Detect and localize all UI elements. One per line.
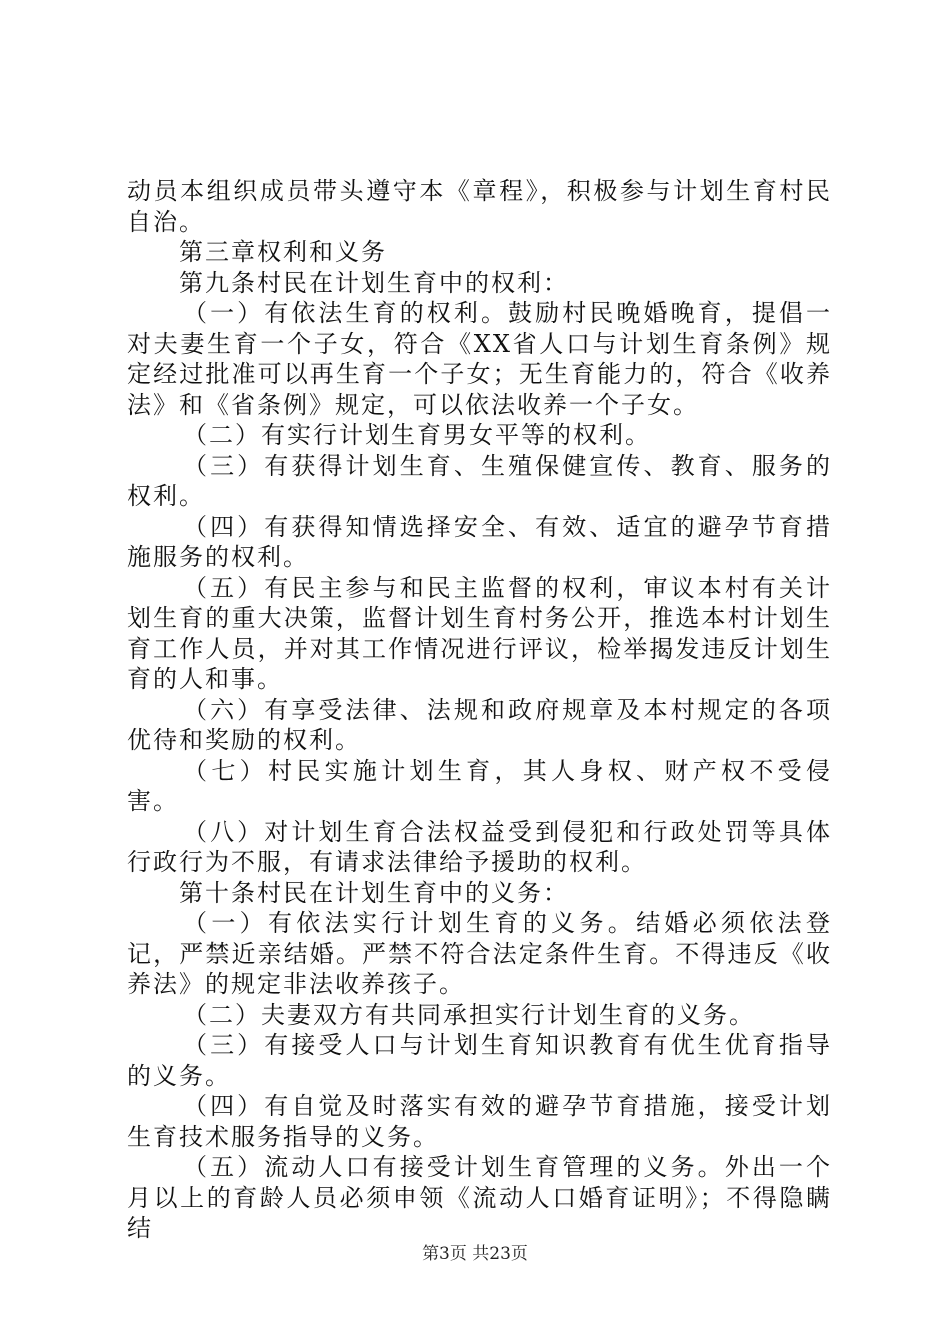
- document-body: [127, 176, 832, 1244]
- article-10-item-4: （四）有自觉及时落实有效的避孕节育措施，接受计划生育技术服务指导的义务。: [127, 1092, 832, 1151]
- article-9-heading: 第九条村民在计划生育中的权利：: [179, 268, 569, 297]
- article-10-item-3: （三）有接受人口与计划生育知识教育有优生优育指导的义务。: [127, 1031, 832, 1090]
- article-9-item-5: （五）有民主参与和民主监督的权利，审议本村有关计划生育的重大决策，监督计划生育村务公开，推选本村计划生育工作人员，并对其工作情况进行评议，检举揭发违反计划生育的人和事。: [127, 573, 832, 693]
- article-9-item-2: （二）有实行计划生育男女平等的权利。: [183, 421, 651, 449]
- article-9-item-8: （八）对计划生育合法权益受到侵犯和行政处罚等具体行政行为不服，有请求法律给予援助的权利。: [127, 817, 832, 876]
- chapter-heading: 第三章权利和义务: [179, 238, 387, 266]
- article-10-heading: 第十条村民在计划生育中的义务：: [179, 878, 569, 907]
- article-10-item-2: （二）夫妻双方有共同承担实行计划生育的义务。: [183, 1000, 755, 1029]
- article-10-item-1: （一）有依法实行计划生育的义务。结婚必须依法登记，严禁近亲结婚。严禁不符合法定条件生育。不得违反《收养法》的规定非法收养孩子。: [127, 909, 832, 998]
- article-9-item-4: （四）有获得知情选择安全、有效、适宜的避孕节育措施服务的权利。: [127, 512, 832, 571]
- article-9-item-1: （一）有依法生育的权利。鼓励村民晚婚晚育，提倡一对夫妻生育一个子女，符合《XX省人口与计划生育条例》规定经过批准可以再生育一个子女；无生育能力的，符合《收养法》和《省条例》规定，可以依法收养一个子女。: [127, 299, 832, 419]
- article-10-item-5: （五）流动人口有接受计划生育管理的义务。外出一个月以上的育龄人员必须申领《流动人口婚育证明》；不得隐瞒结: [127, 1153, 832, 1242]
- page-number-footer: 第3页 共23页: [422, 1244, 528, 1264]
- paragraph-continuation: 动员本组织成员带头遵守本《章程》，积极参与计划生育村民自治。: [127, 177, 832, 236]
- article-9-item-6: （六）有享受法律、法规和政府规章及本村规定的各项优待和奖励的权利。: [127, 695, 832, 754]
- article-9-item-3: （三）有获得计划生育、生殖保健宣传、教育、服务的权利。: [127, 451, 832, 510]
- article-9-item-7: （七）村民实施计划生育，其人身权、财产权不受侵害。: [127, 756, 832, 815]
